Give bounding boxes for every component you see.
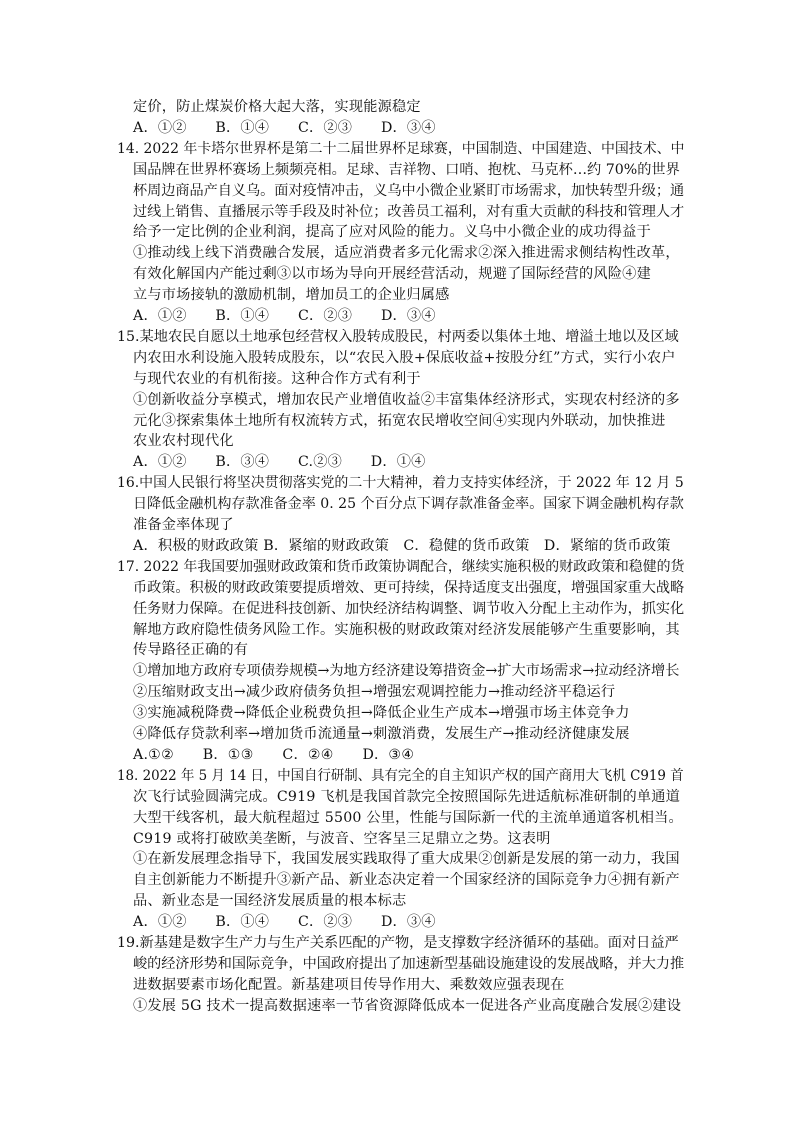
text-line: A．①② B．③④ C.②③ D．①④ — [133, 454, 426, 471]
text-line: 有效化解国内产能过剩③以市场为导向开展经营活动，规避了国际经营的风险④建 — [133, 266, 651, 283]
text-line: 给予一定比例的企业利润，提高了应对风险的能力。义乌中小微企业的成功得益于 — [133, 224, 651, 241]
text-line: 日降低金融机构存款准备金率 0. 25 个百分点下调存款准备金率。国家下调金融机构存款 — [133, 496, 684, 513]
text-line: A．①② B．①④ C．②③ D．③④ — [133, 308, 436, 324]
text-line: 定价，防止煤炭价格大起大落，实现能源稳定 — [133, 99, 421, 115]
text-line: 农业农村现代化 — [133, 433, 234, 450]
text-line: 大型干线客机，最大航程超过 5500 公里，性能与国际新一代的主流单通道客机相当。 — [133, 809, 683, 826]
text-line: 元化③探索集体土地所有权流转方式，拓宽农民增收空间④实现内外联动，加快推进 — [133, 412, 666, 429]
text-line: ③实施减税降费→降低企业税费负担→降低企业生产成本→增强市场主体竞争力 — [133, 705, 630, 722]
text-line: 内农田水利设施入股转成股东，以“农民入股+保底收益+按股分红”方式，实行小农户 — [133, 349, 676, 366]
text-line: 自主创新能力不断提升③新产品、新业态决定着一个国家经济的国际竞争力④拥有新产 — [133, 872, 680, 889]
text-line: A.①② B．①③ C．②④ D．③④ — [133, 746, 415, 763]
text-line: 次飞行试验圆满完成。C919 飞机是我国首款完全按照国际先进适航标准研制的单通道 — [133, 788, 681, 805]
question-stem-line: 16.中国人民银行将坚决贯彻落实党的二十大精神，着力支持实体经济，于 2022 年 12 月 5 — [117, 475, 684, 492]
text-line: C919 或将打破欧美垄断，与波音、空客呈三足鼎立之势。这表明 — [133, 830, 551, 847]
text-line: ②压缩财政支出→减少政府债务负担→增强宏观调控能力→推动经济平稳运行 — [133, 684, 616, 701]
text-line: 传导路径正确的有 — [133, 642, 249, 659]
text-line: 品、新业态是一国经济发展质量的根本标志 — [133, 893, 407, 910]
text-line: 与现代农业的有机衔接。这种合作方式有利于 — [133, 370, 421, 387]
text-line: ①增加地方政府专项债券规模→为地方经济建设筹措资金→扩大市场需求→拉动经济增长 — [133, 663, 680, 680]
question-stem-line: 19.新基建是数字生产力与生产关系匹配的产物，是支撑数字经济循环的基础。面对日益严 — [117, 935, 679, 951]
text-line: 准备金率体现了 — [133, 517, 234, 533]
text-line: A．①② B．①④ C．②③ D．③④ — [133, 119, 436, 136]
text-line: ①推动线上线下消费融合发展，适应消费者多元化需求②深入推进需求侧结构性改革， — [133, 245, 680, 262]
text-line: ①在新发展理念指导下，我国发展实践取得了重大成果②创新是发展的第一动力，我国 — [133, 851, 680, 868]
question-stem-line: 17. 2022 年我国要加强财政政策和货币政策协调配合，继续实施积极的财政政策和稳健的货 — [117, 558, 685, 575]
text-line: 进数据要素市场化配置。新基建项目传导作用大、乘数效应强表现在 — [133, 976, 565, 993]
text-line: 解地方政府隐性债务风险工作。实施积极的财政政策对经济发展能够产生重要影响，其 — [133, 621, 680, 638]
text-line: ①发展 5G 技术一提高数据速率一节省资源降低成本一促进各产业高度融合发展②建设 — [133, 997, 682, 1014]
question-stem-line: 15.某地农民自愿以土地承包经营权入股转成股民，村两委以集体土地、增溢土地以及区域 — [117, 328, 679, 345]
text-line: 国品牌在世界杯赛场上频频亮相。足球、吉祥物、口哨、抱枕、马克杯…约 70%的世界 — [133, 161, 680, 178]
question-stem-line: 14. 2022 年卡塔尔世界杯是第二十二届世界杯足球赛，中国制造、中国建造、中国技术、中 — [117, 140, 685, 157]
text-line: A．①② B．①④ C．②③ D．③④ — [133, 914, 436, 931]
question-stem-line: 18. 2022 年 5 月 14 日，中国自行研制、具有完全的自主知识产权的国产商用大飞机 C919 首 — [117, 767, 684, 784]
text-line: A．积极的财政政策 B．紧缩的财政政策 C．稳健的货币政策 D．紧缩的货币政策 — [133, 537, 671, 554]
text-line: 过线上销售、直播展示等手段及时补位；改善员工福利，对有重大贡献的科技和管理人才 — [133, 203, 685, 220]
text-line: 立与市场接轨的激励机制，增加员工的企业归属感 — [133, 287, 450, 304]
text-line: 峻的经济形势和国际竞争，中国政府提出了加速新型基础设施建设的发展战略，并大力推 — [133, 955, 685, 972]
text-line: ④降低存贷款利率→增加货币流通量→刺激消费，发展生产→推动经济健康发展 — [133, 726, 630, 742]
text-line: 杯周边商品产自义乌。面对疫情冲击，义乌中小微企业紧盯市场需求，加快转型升级；通 — [133, 182, 685, 199]
text-line: 币政策。积极的财政政策要提质增效、更可持续，保持适度支出强度，增强国家重大战略 — [133, 579, 685, 596]
text-line: ①创新收益分享模式，增加农民产业增值收益②丰富集体经济形式，实现农村经济的多 — [133, 391, 680, 408]
text-line: 任务财力保障。在促进科技创新、加快经济结构调整、调节收入分配上主动作为，抓实化 — [133, 600, 685, 617]
